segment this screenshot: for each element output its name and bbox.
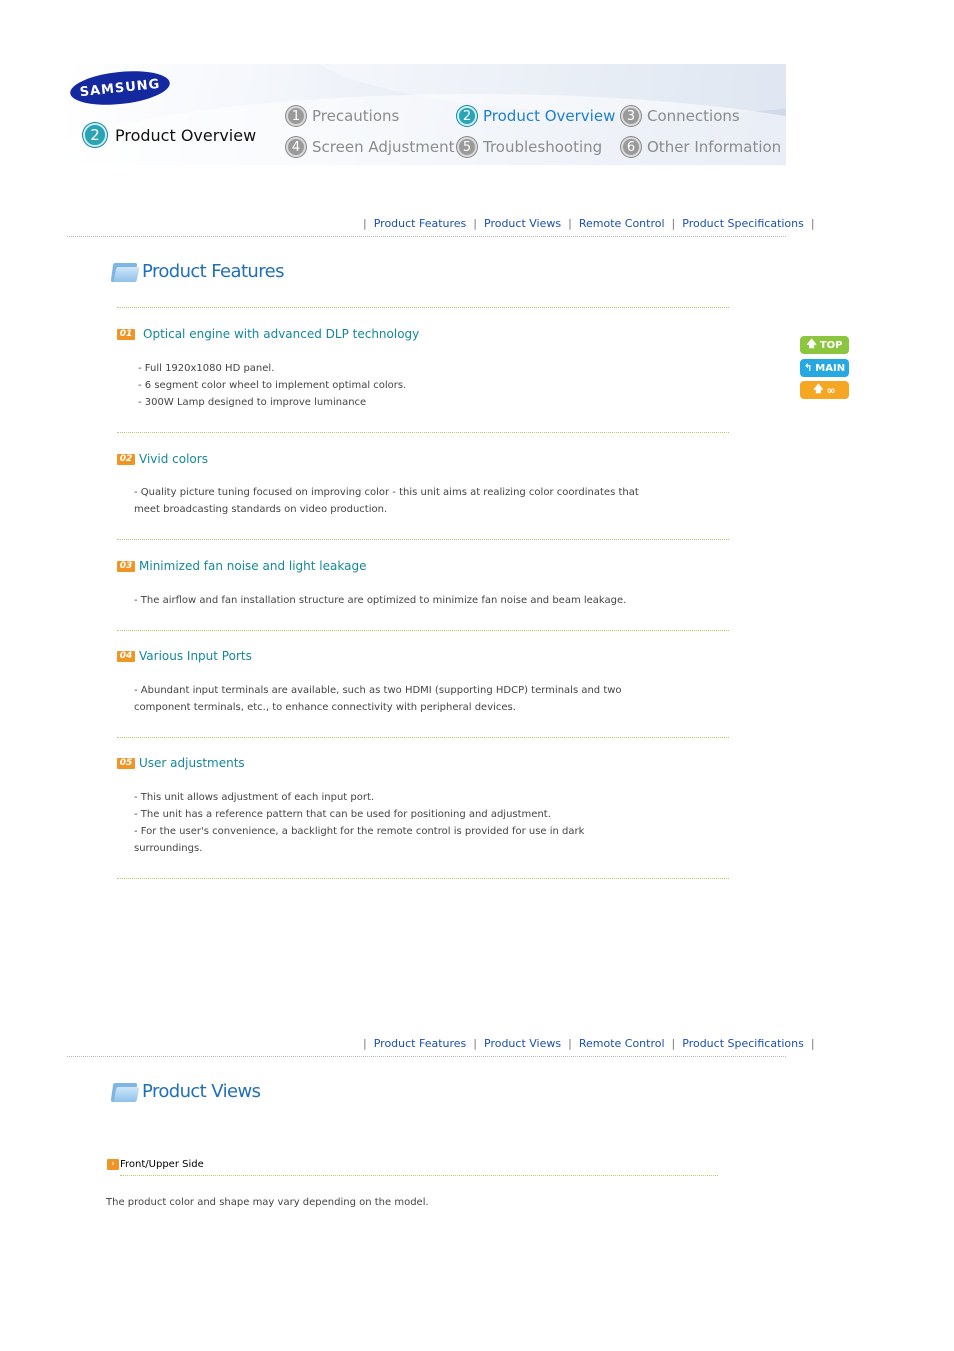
- divider: [120, 1175, 718, 1176]
- nav-label: Screen Adjustment: [312, 138, 455, 156]
- feature-line: - This unit allows adjustment of each input port.: [134, 792, 375, 803]
- feature-line: - Abundant input terminals are available, such as two HDMI (supporting HDCP) terminals and two: [134, 685, 622, 696]
- nav-label: Other Information: [647, 138, 782, 156]
- nav-troubleshooting[interactable]: [457, 137, 602, 157]
- feature-line: meet broadcasting standards on video production.: [134, 504, 388, 515]
- separator: |: [810, 217, 815, 230]
- separator: |: [671, 1037, 676, 1050]
- subnav-remote-control[interactable]: Remote Control: [578, 1037, 665, 1050]
- current-section-title: [83, 123, 256, 147]
- feature-text-3: [134, 592, 626, 609]
- separator: |: [473, 217, 477, 230]
- feature-line: component terminals, etc., to enhance connectivity with peripheral devices.: [134, 702, 516, 713]
- number-5-icon: 5: [457, 137, 477, 157]
- section-number-icon: 2: [83, 123, 107, 147]
- feature-title-3: [117, 559, 366, 573]
- nav-precautions[interactable]: [286, 106, 399, 126]
- feature-line: - Full 1920x1080 HD panel.: [138, 363, 275, 374]
- main-label: MAIN: [815, 362, 846, 374]
- feature-title-4: [117, 649, 252, 663]
- feature-title-5: [117, 756, 245, 770]
- top-button[interactable]: [800, 336, 849, 354]
- folder-icon: [112, 260, 138, 282]
- korean-glyph-icon: ∞: [826, 383, 836, 397]
- nav-screen-adjustment[interactable]: [286, 137, 454, 157]
- feature-title-1: [117, 327, 419, 341]
- separator: |: [473, 1037, 477, 1050]
- main-button[interactable]: [800, 359, 849, 377]
- arrow-right-icon: ›: [107, 1159, 119, 1170]
- number-badge-icon: 04: [117, 651, 135, 662]
- arrow-up-icon: 🡅: [813, 383, 824, 395]
- feature-title-text: Optical engine with advanced DLP technology: [143, 327, 420, 341]
- top-label: TOP: [819, 339, 843, 351]
- samsung-logo[interactable]: [69, 67, 172, 109]
- separator: |: [363, 1037, 367, 1050]
- divider: [117, 737, 729, 738]
- feature-line: surroundings.: [134, 843, 203, 854]
- number-3-icon: 3: [621, 106, 641, 126]
- section-title-product-features: [112, 260, 284, 282]
- divider: [67, 1056, 786, 1057]
- nav-product-overview[interactable]: [457, 106, 615, 126]
- folder-icon: [112, 1080, 138, 1102]
- number-badge-icon: 02: [117, 454, 135, 465]
- nav-label: Product Overview: [483, 107, 616, 125]
- nav-label: Precautions: [312, 107, 400, 125]
- nav-label: Troubleshooting: [483, 138, 603, 156]
- feature-text-4: [134, 682, 622, 716]
- number-1-icon: 1: [286, 106, 306, 126]
- header-banner: [65, 64, 786, 165]
- number-badge-icon: 05: [117, 758, 135, 769]
- feature-line: - The airflow and fan installation structure are optimized to minimize fan noise and beam leakage.: [134, 595, 627, 606]
- number-badge-icon: 03: [117, 561, 135, 572]
- separator: |: [671, 217, 676, 230]
- divider: [117, 630, 729, 631]
- feature-title-text: User adjustments: [139, 756, 245, 770]
- feature-title-text: Vivid colors: [139, 452, 208, 466]
- section-title-product-views: [112, 1080, 260, 1102]
- feature-text-2: [134, 484, 639, 518]
- nav-label: Connections: [647, 107, 740, 125]
- feature-line: - For the user's convenience, a backlight for the remote control is provided for use in dark: [134, 826, 585, 837]
- separator: |: [568, 217, 572, 230]
- feature-line: - 6 segment color wheel to implement optimal colors.: [138, 380, 407, 391]
- nav-connections[interactable]: [621, 106, 740, 126]
- divider: [117, 878, 729, 879]
- section-title-text: Product Views: [142, 1080, 261, 1102]
- divider: [117, 539, 729, 540]
- divider: [117, 307, 729, 308]
- separator: |: [363, 217, 367, 230]
- number-4-icon: 4: [286, 137, 306, 157]
- logo-text: SAMSUNG: [79, 76, 161, 100]
- feature-text-1: [138, 360, 406, 411]
- section-title-text: Product Features: [142, 260, 284, 282]
- number-2-icon: 2: [457, 106, 477, 126]
- feature-line: - 300W Lamp designed to improve luminance: [138, 397, 367, 408]
- subnav-product-views[interactable]: Product Views: [484, 217, 562, 230]
- separator: |: [810, 1037, 815, 1050]
- subnav-product-views[interactable]: Product Views: [484, 1037, 562, 1050]
- subnav-bottom: [356, 1037, 815, 1050]
- arrow-curve-icon: ↰: [803, 362, 813, 374]
- subnav-top: [356, 217, 815, 230]
- current-section-label: Product Overview: [115, 125, 257, 145]
- feature-title-2: [117, 452, 208, 466]
- subsection-label: Front/Upper Side: [120, 1159, 204, 1170]
- subnav-product-specifications[interactable]: Product Specifications: [682, 1037, 804, 1050]
- feature-title-text: Minimized fan noise and light leakage: [139, 559, 367, 573]
- feature-title-text: Various Input Ports: [139, 649, 252, 663]
- nav-other-information[interactable]: [621, 137, 781, 157]
- feature-line: - The unit has a reference pattern that can be used for positioning and adjustment.: [134, 809, 551, 820]
- subnav-product-features[interactable]: Product Features: [373, 217, 467, 230]
- arrow-up-icon: 🡅: [806, 338, 817, 350]
- separator: |: [568, 1037, 572, 1050]
- subnav-remote-control[interactable]: Remote Control: [578, 217, 665, 230]
- number-6-icon: 6: [621, 137, 641, 157]
- subnav-product-features[interactable]: Product Features: [373, 1037, 467, 1050]
- feature-line: - Quality picture tuning focused on improving color - this unit aims at realizing color coordinates that: [134, 487, 639, 498]
- subnav-product-specifications[interactable]: Product Specifications: [682, 217, 804, 230]
- product-note: The product color and shape may vary depending on the model.: [106, 1197, 429, 1208]
- number-badge-icon: 01: [117, 329, 135, 340]
- subsection-front-upper-side: [107, 1159, 204, 1170]
- back-button[interactable]: [800, 381, 849, 399]
- divider: [117, 432, 729, 433]
- divider: [67, 236, 786, 237]
- feature-text-5: [134, 789, 584, 857]
